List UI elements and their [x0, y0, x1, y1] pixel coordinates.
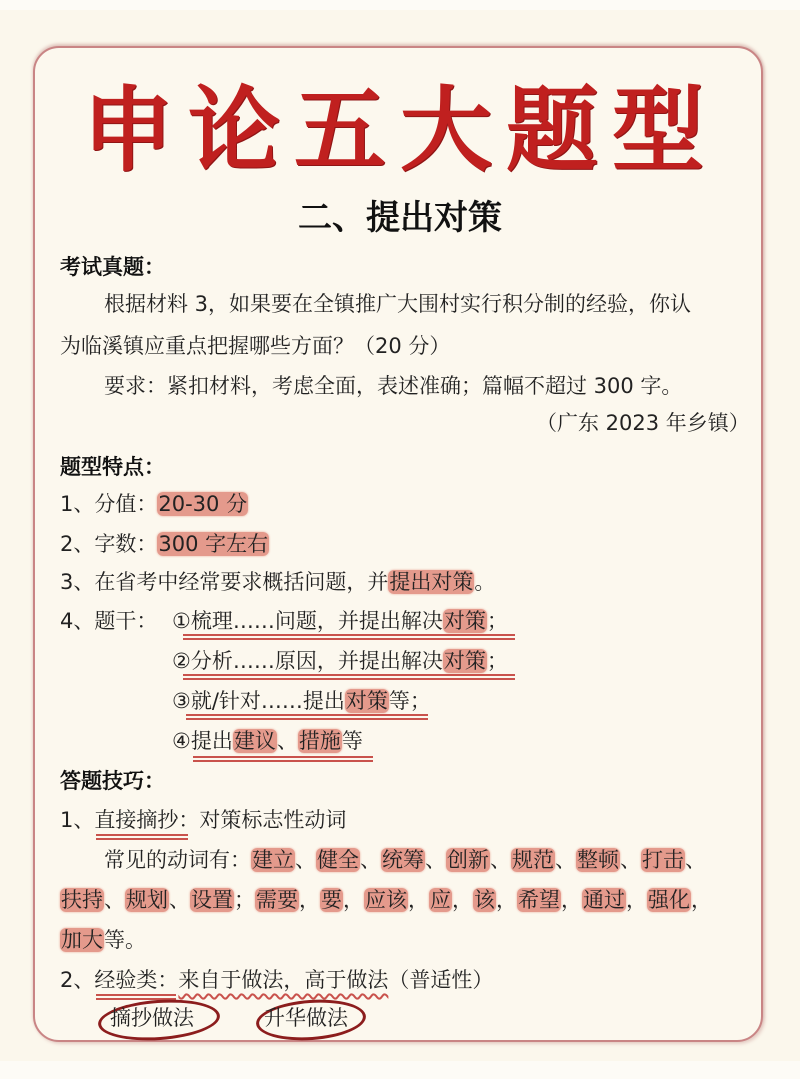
verb-separator: 等。	[104, 928, 146, 952]
verb-highlight: 应	[430, 888, 451, 912]
stem-item-1-underline	[183, 634, 515, 640]
verb-separator: ，	[691, 888, 712, 912]
verb-separator: 、	[425, 848, 446, 872]
feature-wordcount-label: 2、字数：	[60, 532, 158, 556]
stem-item-2-highlight: 对策	[443, 649, 486, 673]
verb-highlight: 扶持	[61, 888, 103, 912]
stem-item-2-suffix: ；	[486, 649, 508, 673]
stem-item-3	[172, 686, 431, 716]
verb-highlight: 通过	[583, 888, 625, 912]
stem-item-4-underline	[193, 756, 373, 762]
stem-item-4-highlight-2: 措施	[298, 729, 341, 753]
stem-item-2-underline	[183, 674, 515, 680]
verb-separator: ，	[299, 888, 320, 912]
verb-highlight: 强化	[648, 888, 690, 912]
tip-2-rest: （普适性）	[388, 968, 494, 992]
verb-highlight: 建立	[252, 848, 294, 872]
verb-highlight: 加大	[61, 928, 103, 952]
method-copy: 摘抄做法	[110, 1006, 194, 1030]
stem-item-4-sep: 、	[276, 729, 298, 753]
stem-item-1-highlight: 对策	[443, 609, 486, 633]
stem-item-4-text: ④提出	[172, 729, 233, 753]
tip-1-prefix: 1、	[60, 808, 95, 832]
verb-separator: 、	[620, 848, 641, 872]
verbs-line-1	[104, 845, 706, 875]
page-title: 申论五大题型	[81, 76, 718, 184]
verb-separator: 、	[295, 848, 316, 872]
bottom-margin	[0, 1061, 800, 1079]
verb-highlight: 规范	[512, 848, 554, 872]
method-elevate: 升华做法	[264, 1006, 348, 1030]
verb-highlight: 希望	[518, 888, 560, 912]
exam-question-line2: 为临溪镇应重点把握哪些方面？（20 分）	[60, 334, 451, 358]
verb-separator: ，	[343, 888, 364, 912]
stem-item-1-text: ①梳理……问题，并提出解决	[172, 609, 443, 633]
tip-2-wavy: 来自于做法，高于做法	[178, 968, 389, 992]
tip-1	[60, 805, 346, 835]
stem-item-2	[172, 646, 508, 676]
verb-highlight: 打击	[642, 848, 684, 872]
tip-2-key: 经验类：	[94, 968, 179, 992]
stem-item-3-suffix: 等；	[388, 689, 431, 713]
feature-score-label: 1、分值：	[60, 492, 158, 516]
tip-2-prefix: 2、	[60, 968, 95, 992]
feature-frequency	[60, 567, 495, 597]
verb-separator: ，	[561, 888, 582, 912]
verb-highlight: 统筹	[382, 848, 424, 872]
verb-highlight: 创新	[447, 848, 489, 872]
verb-separator: 、	[490, 848, 511, 872]
exam-question-line1: 根据材料 3，如果要在全镇推广大围村实行积分制的经验，你认	[104, 292, 692, 316]
verb-separator: ，	[452, 888, 473, 912]
feature-score	[60, 489, 248, 519]
verb-separator: ，	[496, 888, 517, 912]
verb-separator: ，	[626, 888, 647, 912]
verb-separator: ；	[234, 888, 255, 912]
exam-source: （广东 2023 年乡镇）	[536, 411, 750, 435]
features-heading: 题型特点：	[60, 455, 165, 479]
feature-frequency-suffix: 。	[474, 570, 496, 594]
verb-highlight: 健全	[317, 848, 359, 872]
exam-requirement: 要求：紧扣材料，考虑全面，表述准确；篇幅不超过 300 字。	[104, 374, 683, 398]
feature-wordcount-highlight: 300 字左右	[158, 532, 269, 556]
verb-highlight: 需要	[256, 888, 298, 912]
stem-item-4-highlight-1: 建议	[233, 729, 276, 753]
verb-highlight: 应该	[365, 888, 407, 912]
stem-item-4-suffix: 等	[341, 729, 363, 753]
verb-separator: 、	[685, 848, 706, 872]
feature-frequency-highlight: 提出对策	[389, 570, 474, 594]
tip-2	[60, 965, 493, 995]
verbs-intro: 常见的动词有：	[104, 848, 251, 872]
verb-separator: 、	[555, 848, 576, 872]
verb-highlight: 整顿	[577, 848, 619, 872]
feature-wordcount	[60, 529, 269, 559]
verb-highlight: 规划	[126, 888, 168, 912]
verb-separator: 、	[104, 888, 125, 912]
verb-separator: 、	[360, 848, 381, 872]
feature-frequency-text: 3、在省考中经常要求概括问题，并	[60, 570, 389, 594]
stem-item-3-text: ③就/针对……提出	[172, 689, 345, 713]
stem-item-1-suffix: ；	[486, 609, 508, 633]
verb-separator: ，	[408, 888, 429, 912]
verb-separator: 、	[169, 888, 190, 912]
verb-highlight: 要	[321, 888, 342, 912]
stem-item-2-text: ②分析……原因，并提出解决	[172, 649, 443, 673]
stem-item-4	[172, 726, 363, 756]
tips-heading: 答题技巧：	[60, 769, 165, 793]
verb-highlight: 设置	[191, 888, 233, 912]
tip-1-underline	[96, 834, 188, 840]
section-subtitle: 二、提出对策	[298, 198, 502, 238]
tip-1-rest: ：对策标志性动词	[178, 808, 347, 832]
verbs-line-3	[60, 925, 146, 955]
verbs-line-2	[60, 885, 712, 915]
feature-score-highlight: 20-30 分	[158, 492, 248, 516]
stem-item-1	[172, 606, 508, 636]
stem-item-3-underline	[186, 714, 428, 720]
feature-stem-label: 4、题干：	[60, 609, 158, 633]
tip-1-key: 直接摘抄	[94, 808, 179, 832]
stem-item-3-highlight: 对策	[345, 689, 388, 713]
verb-highlight: 该	[474, 888, 495, 912]
exam-heading: 考试真题：	[60, 255, 165, 279]
top-margin	[0, 0, 800, 10]
